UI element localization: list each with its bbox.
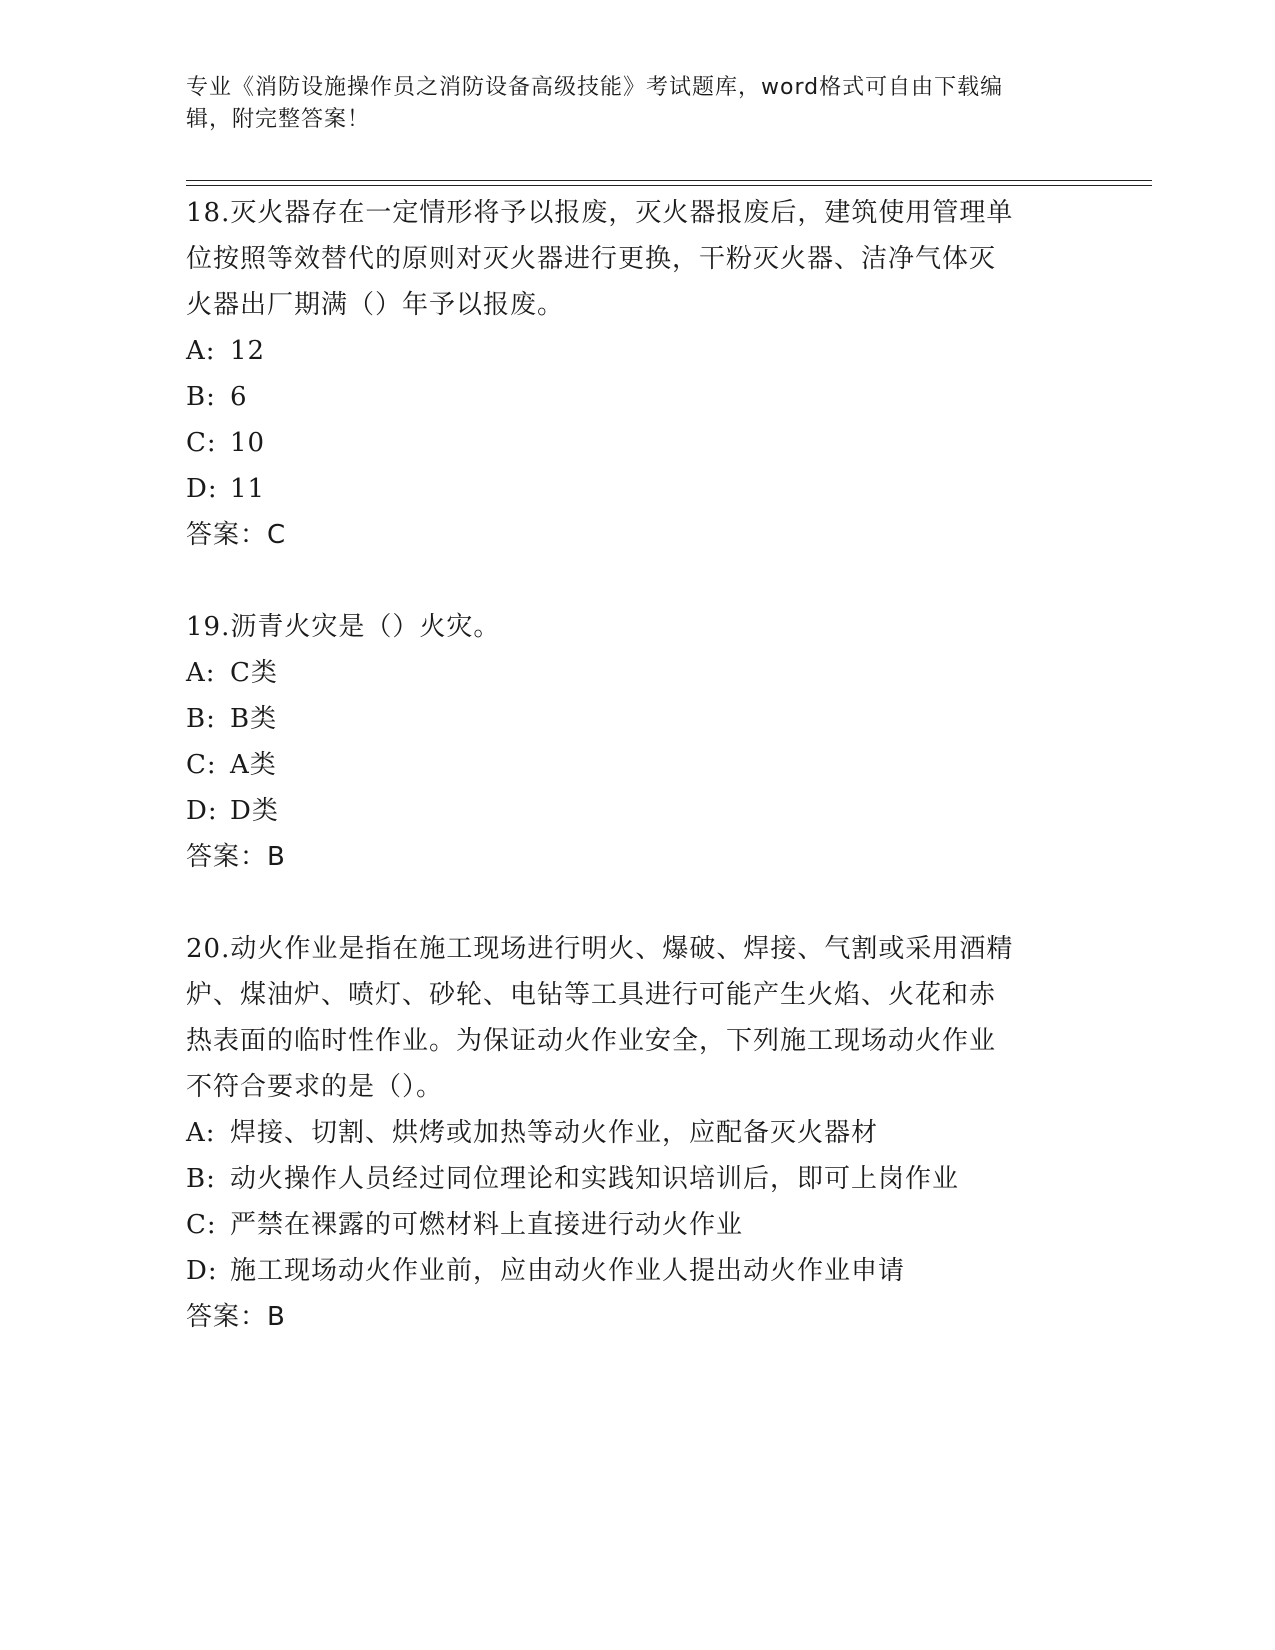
option-text: 动火操作人员经过同位理论和实践知识培训后，即可上岗作业: [230, 1164, 960, 1194]
option-b: [186, 696, 1086, 742]
document-header: [186, 72, 1066, 136]
question-text-line: 18.灭火器存在一定情形将予以报废，灭火器报废后，建筑使用管理单: [186, 198, 1014, 228]
header-divider-bottom: [186, 185, 1152, 186]
option-letter: D:: [186, 474, 218, 504]
option-d: [186, 1248, 1086, 1294]
question-text-line: 20.动火作业是指在施工现场进行明火、爆破、焊接、气割或采用酒精: [186, 934, 1014, 964]
option-letter: B:: [186, 1164, 216, 1194]
option-text: 12: [230, 336, 266, 366]
option-text: 11: [230, 474, 266, 504]
question-text-line: 炉、煤油炉、喷灯、砂轮、电钻等工具进行可能产生火焰、火花和赤: [186, 980, 997, 1010]
option-d: [186, 466, 1086, 512]
question-spacer: [186, 558, 1086, 604]
option-letter: C:: [186, 1210, 217, 1240]
option-text: 严禁在裸露的可燃材料上直接进行动火作业: [230, 1210, 744, 1240]
option-text: 施工现场动火作业前，应由动火作业人提出动火作业申请: [230, 1256, 906, 1286]
option-text: 焊接、切割、烘烤或加热等动火作业，应配备灭火器材: [230, 1118, 879, 1148]
question-19: [186, 604, 1086, 880]
question-text-line: 不符合要求的是（）。: [186, 1072, 444, 1102]
question-text-line: 19.沥青火灾是（）火灾。: [186, 612, 501, 642]
answer: 答案：C: [186, 520, 287, 550]
option-letter: D:: [186, 1256, 218, 1286]
option-letter: A:: [186, 336, 216, 366]
option-text: 6: [230, 382, 248, 412]
answer: 答案：B: [186, 842, 286, 872]
question-text-line: 热表面的临时性作业。为保证动火作业安全，下列施工现场动火作业: [186, 1026, 997, 1056]
option-text: 10: [230, 428, 266, 458]
option-letter: C:: [186, 750, 217, 780]
option-b: [186, 1156, 1086, 1202]
option-b: [186, 374, 1086, 420]
option-d: [186, 788, 1086, 834]
header-line-1: 专业《消防设施操作员之消防设备高级技能》考试题库，word格式可自由下载编: [186, 75, 1004, 100]
option-a: [186, 328, 1086, 374]
question-text-line: 火器出厂期满（）年予以报废。: [186, 290, 565, 320]
option-c: [186, 742, 1086, 788]
option-a: [186, 650, 1086, 696]
header-divider-top: [186, 180, 1152, 181]
option-letter: B:: [186, 382, 216, 412]
option-letter: A:: [186, 1118, 216, 1148]
question-20: [186, 926, 1086, 1340]
header-line-2: 辑，附完整答案！: [186, 107, 371, 132]
question-text-line: 位按照等效替代的原则对灭火器进行更换，干粉灭火器、洁净气体灭: [186, 244, 997, 274]
answer: 答案：B: [186, 1302, 286, 1332]
option-text: A类: [230, 750, 277, 780]
option-c: [186, 1202, 1086, 1248]
option-text: D类: [230, 796, 279, 826]
option-letter: A:: [186, 658, 216, 688]
question-list: [186, 190, 1086, 1340]
question-spacer: [186, 880, 1086, 926]
option-letter: C:: [186, 428, 217, 458]
option-letter: D:: [186, 796, 218, 826]
option-text: C类: [230, 658, 278, 688]
option-letter: B:: [186, 704, 216, 734]
option-a: [186, 1110, 1086, 1156]
option-c: [186, 420, 1086, 466]
option-text: B类: [230, 704, 278, 734]
question-18: [186, 190, 1086, 558]
